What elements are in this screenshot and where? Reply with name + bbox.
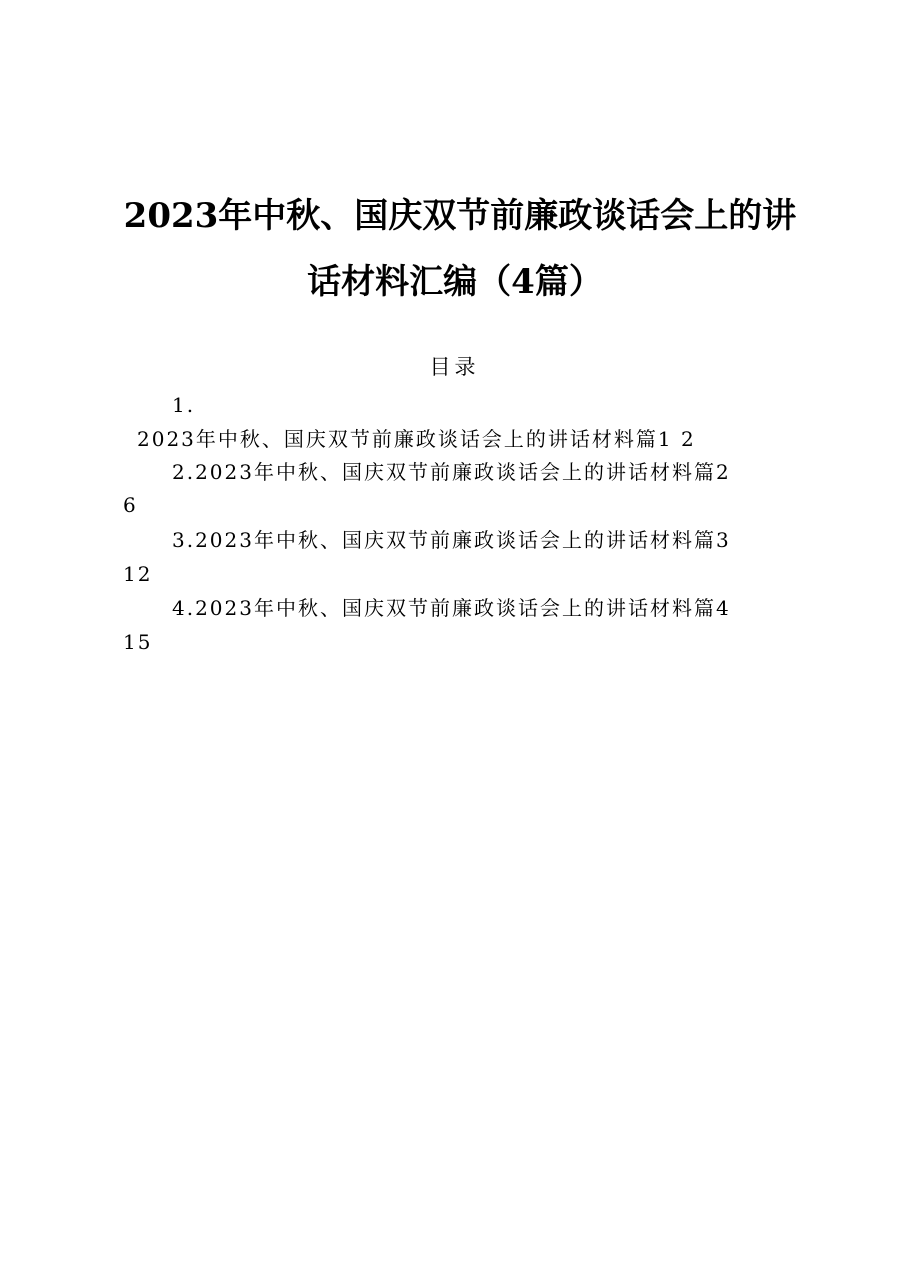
toc-heading: 目录 xyxy=(429,355,480,379)
toc-entry-1-line-2[interactable]: 2023年中秋、国庆双节前廉政谈话会上的讲话材料篇1 2 xyxy=(137,427,696,451)
toc-entry-1-line-1[interactable]: 1. xyxy=(172,393,196,417)
document-title-line-2: 话材料汇编（4篇） xyxy=(307,262,603,302)
toc-entry-4-line-1[interactable]: 4.2023年中秋、国庆双节前廉政谈话会上的讲话材料篇4 xyxy=(172,596,731,620)
toc-entry-3-line-1[interactable]: 3.2023年中秋、国庆双节前廉政谈话会上的讲话材料篇3 xyxy=(172,528,731,552)
toc-entry-2-page-number[interactable]: 6 xyxy=(123,493,138,517)
toc-entry-4-page-number[interactable]: 15 xyxy=(123,630,153,654)
toc-entry-3-page-number[interactable]: 12 xyxy=(123,562,153,586)
toc-entry-2-line-1[interactable]: 2.2023年中秋、国庆双节前廉政谈话会上的讲话材料篇2 xyxy=(172,460,731,484)
document-title-line-1: 2023年中秋、国庆双节前廉政谈话会上的讲 xyxy=(123,196,797,236)
